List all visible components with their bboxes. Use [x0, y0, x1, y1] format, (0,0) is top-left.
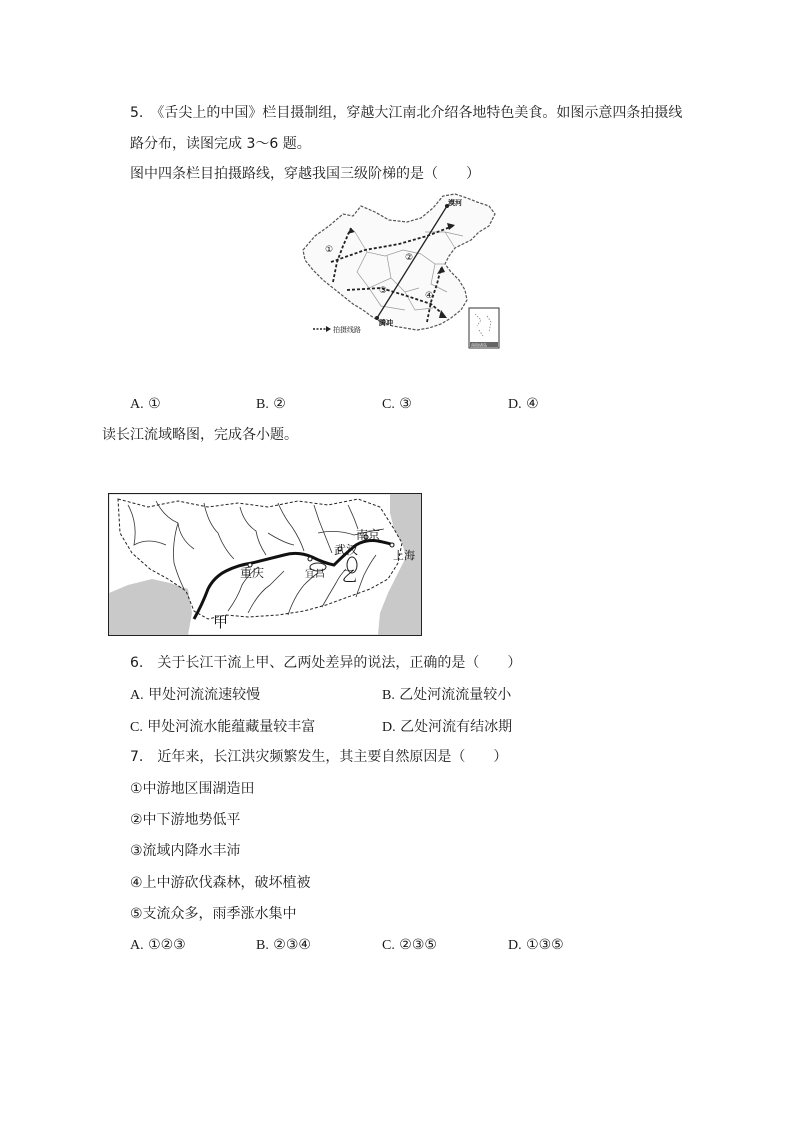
q7-option-c[interactable] — [382, 936, 437, 955]
city-mohe-label: 漠河 — [448, 199, 462, 207]
yangtze-basin-map — [108, 493, 422, 636]
legend-label: 拍摄线路 — [333, 326, 361, 334]
q5-option-c-letter: C. — [382, 397, 395, 412]
route-label-2: ② — [405, 253, 414, 263]
q6-option-a[interactable] — [130, 686, 260, 705]
q7-stem: 7. 近年来，长江洪灾频繁发生，其主要自然原因是（ ） — [130, 749, 508, 765]
q7-option-d-text: ①③⑤ — [526, 937, 564, 953]
q5-option-b-letter: B. — [256, 397, 269, 412]
q7-item-2: ②中下游地势低平 — [130, 812, 241, 828]
q7-item-4: ④上中游砍伐森林，破坏植被 — [130, 875, 311, 891]
q7-option-b-text: ②③④ — [273, 937, 311, 953]
q6-option-d[interactable] — [382, 718, 512, 737]
nanjing-label: 南京 — [356, 528, 381, 542]
q6-option-c-text: 甲处河流水能蕴藏量较丰富 — [147, 719, 316, 735]
q6-option-d-letter: D. — [382, 720, 396, 735]
q6-option-b-letter: B. — [382, 688, 395, 703]
q5-option-d[interactable] — [508, 395, 539, 414]
city-tengchong-label: 腾冲 — [379, 319, 393, 327]
q6-option-a-letter: A. — [130, 688, 144, 703]
q6-option-b-text: 乙处河流流量较小 — [399, 687, 512, 703]
shanghai-label: 上海 — [393, 549, 415, 562]
inset-label: 南海诸岛 — [471, 342, 487, 348]
q6-option-b[interactable] — [382, 686, 511, 705]
q6-option-d-text: 乙处河流有结冰期 — [400, 719, 513, 735]
q5-option-d-text: ④ — [526, 396, 539, 412]
q5-stem-line1: 5. 《舌尖上的中国》栏目摄制组，穿越大江南北介绍各地特色美食。如图示意四条拍摄线 — [130, 105, 683, 121]
q6-option-a-text: 甲处河流流速较慢 — [148, 687, 261, 703]
q7-option-c-letter: C. — [382, 938, 395, 953]
q5-sub-question: 图中四条栏目拍摄路线，穿越我国三级阶梯的是（ ） — [130, 166, 480, 182]
wuhan-label: 武汉 — [334, 543, 359, 557]
route-label-3: ③ — [379, 286, 388, 296]
q7-option-d-letter: D. — [508, 938, 522, 953]
q7-option-d[interactable] — [508, 936, 564, 955]
q5-option-c-text: ③ — [399, 396, 412, 412]
yichang-label: 宜昌 — [305, 569, 325, 580]
q5-option-b[interactable] — [256, 395, 286, 414]
q7-item-3: ③流域内降水丰沛 — [130, 843, 241, 859]
yangtze-intro: 读长江流域略图，完成各小题。 — [102, 427, 298, 443]
q7-item-5: ⑤支流众多，雨季涨水集中 — [130, 906, 297, 922]
q6-stem: 6. 关于长江干流上甲、乙两处差异的说法，正确的是（ ） — [130, 655, 522, 671]
q5-option-b-text: ② — [273, 396, 286, 412]
q5-option-c[interactable] — [382, 395, 412, 414]
q7-option-a-letter: A. — [130, 938, 144, 953]
q5-option-a-letter: A. — [130, 397, 144, 412]
q6-option-c[interactable] — [130, 718, 315, 737]
q5-stem-line2: 路分布，读图完成 3～6 题。 — [130, 136, 311, 152]
route-label-4: ④ — [425, 291, 434, 301]
q7-option-a[interactable] — [130, 936, 186, 955]
route-label-1: ① — [325, 245, 334, 255]
china-route-map — [295, 192, 510, 352]
q6-option-c-letter: C. — [130, 720, 143, 735]
q5-option-a-text: ① — [148, 396, 161, 412]
chongqing-label: 重庆 — [240, 566, 265, 580]
q5-option-d-letter: D. — [508, 397, 522, 412]
q5-option-a[interactable] — [130, 395, 161, 414]
q7-item-1: ①中游地区围湖造田 — [130, 781, 255, 797]
q7-option-a-text: ①②③ — [148, 937, 186, 953]
q7-option-b[interactable] — [256, 936, 311, 955]
yi-label: 乙 — [342, 567, 358, 585]
jia-label: 甲 — [213, 613, 229, 631]
q7-option-b-letter: B. — [256, 938, 269, 953]
q7-option-c-text: ②③⑤ — [399, 937, 437, 953]
